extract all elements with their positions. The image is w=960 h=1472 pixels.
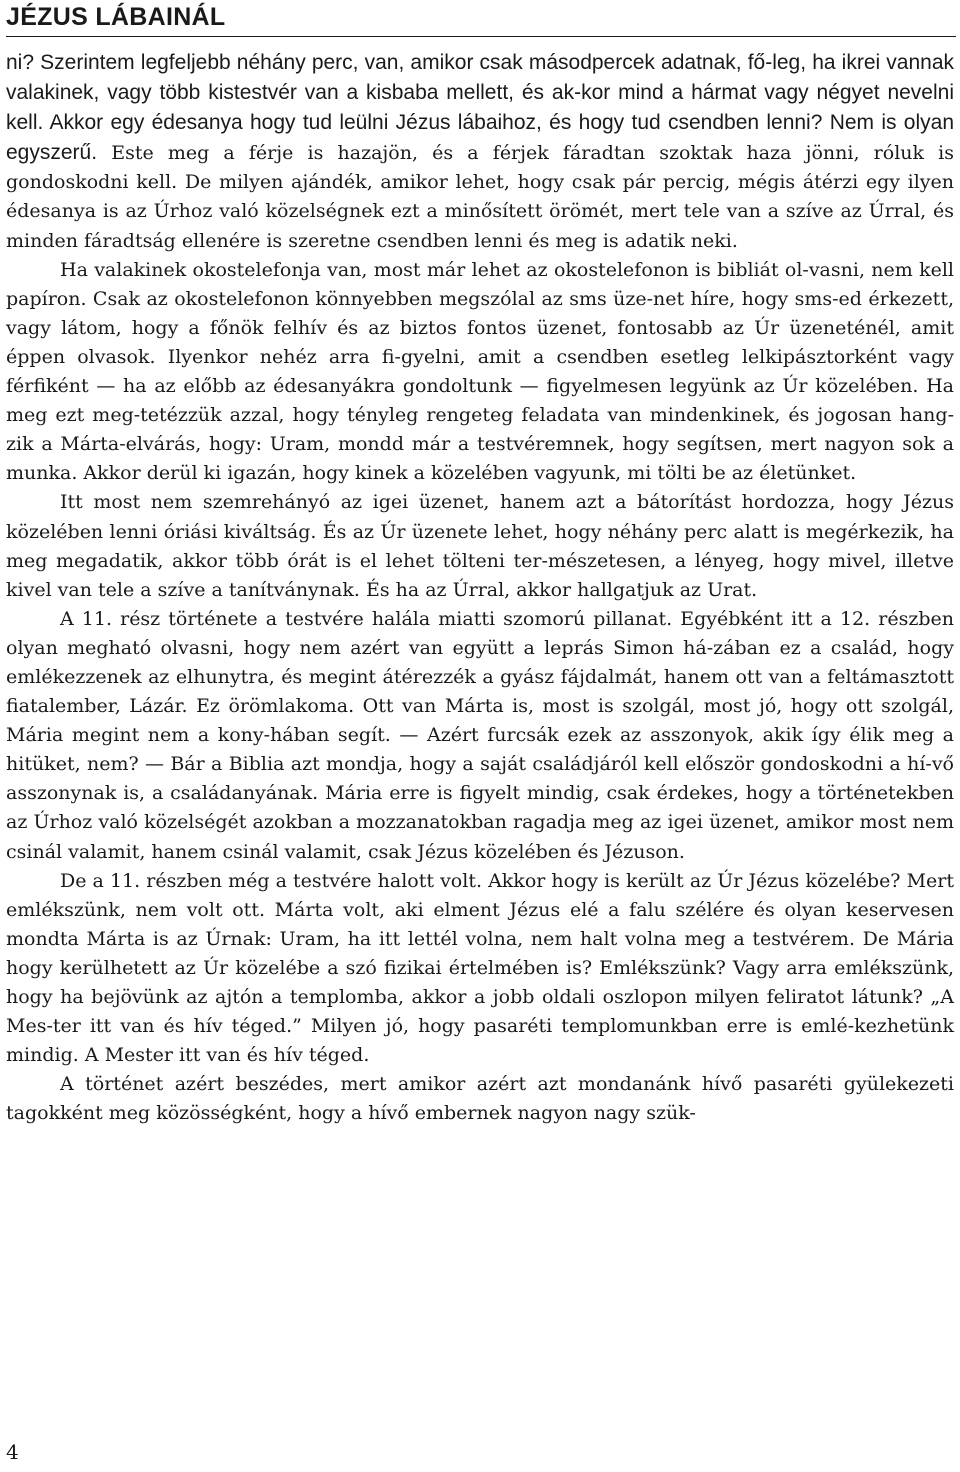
chapter-title: JÉZUS LÁBAINÁL	[6, 3, 226, 31]
paragraph: A történet azért beszédes, mert amikor azért azt mondanánk hívő pasaréti gyülekezeti tagokként meg közösségként, hogy a hívő embernek nagyon nagy szük-	[6, 1073, 954, 1125]
paragraph: A 11. rész története a testvére halála miatti szomorú pillanat. Egyébként itt a 12. részben olyan megható olvasni, hogy nem azért van együtt a leprás Simon há-zában ez a család, hogy emlékezzenek az elhunytra, és megint átérezzék a gyász fájdalmát, hanem ott van a feltámasztott fiatalember, Lázár. Ez örömlakoma. Ott van Márta is, most is szolgál, most jó, hogy ott szolgál, Mária megint nem a kony-hában segít. — Azért furcsák ezek az asszonyok, akik így élik meg a hitüket, nem? — Bár a Biblia azt mondja, hogy a saját családjáról kell először gondoskodni a hí-vő asszonynak is, a családanyának. Mária erre is figyelt mindig, csak érdekes, hogy a történetekben az Úrhoz való közelségét azokban a mozzanatokban ragadja meg az igei üzenet, amikor most nem csinál valamit, hanem csinál valamit, csak Jézus közelében és Jézuson.	[6, 607, 954, 863]
paragraph	[6, 48, 954, 256]
running-header	[6, 2, 956, 37]
paragraph-sans-part: ni? Szerintem legfeljebb néhány perc, van, amikor csak másodpercek adatnak, fő-leg, ha ikrei vannak valakinek, vagy több kistestvér van a kisbaba mellett, és ak-kor mind a hármat vagy négyet nevelni kell. Akkor egy édesanya hogy tud leülni Jézus lábaihoz, és hogy tud csendben lenni? Nem is olyan egyszerű.	[6, 51, 954, 165]
paragraph: De a 11. részben még a testvére halott volt. Akkor hogy is került az Úr Jézus közelébe? Mert emlékszünk, nem volt ott. Márta volt, aki elment Jézus elé a falu szélére és olyan keservesen mondta Márta is az Úrnak: Uram, ha itt lettél volna, nem halt volna meg a testvérem. De Mária hogy kerülhetett az Úr közelébe a szó fizikai értelmében is? Emlékszünk? Vagy arra emlékszünk, hogy ha bejövünk az ajtón a templomba, akkor a jobb oldali oszlopon milyen feliratot látunk? „A Mes-ter itt van és hív téged.” Milyen jó, hogy pasaréti templomunkban erre is emlé-kezhetünk mindig. A Mester itt van és hív téged.	[6, 869, 954, 1067]
paragraph: Ha valakinek okostelefonja van, most már lehet az okostelefonon is bibliát ol-vasni, nem kell papíron. Csak az okostelefonon könnyebben megszólal az sms üze-net híre, hogy sms-ed érkezett, vagy látom, hogy a főnök felhív és az biztos fontos üzenet, fontosabb az Úr üzeneténél, amit éppen olvasok. Ilyenkor nehéz arra fi-gyelni, amit a csendben esetleg lelkipásztorként vagy férfiként — ha az előbb az édesanyákra gondoltunk — figyelmesen legyünk az Úr közelében. Ha meg ezt meg-tetézzük azzal, hogy tényleg rengeteg feladata van mindenkinek, és jogosan hang-zik a Márta-elvárás, hogy: Uram, mondd már a testvéremnek, hogy segítsen, mert nagyon sok a munka. Akkor derül ki igazán, hogy kinek a közelében vagyunk, mi tölti be az életünket.	[6, 258, 954, 485]
body-text	[6, 48, 954, 1128]
paragraph: Itt most nem szemrehányó az igei üzenet, hanem azt a bátorítást hordozza, hogy Jézus közelében lenni óriási kiváltság. És az Úr üzenete lehet, hogy néhány perc alatt is megérkezik, ha meg megadatik, akkor több órát is el lehet tölteni ter-mészetesen, a lényeg, hogy mivel, illetve kivel van tele a szíve a tanítványnak. És ha az Úrral, akkor hallgatjuk az Urat.	[6, 491, 954, 601]
page-number: 4	[6, 1440, 19, 1464]
paragraph-serif-part: Este meg a férje is hazajön, és a férjek fáradtan szoktak haza jönni, róluk is gondoskodni kell. De milyen ajándék, amikor lehet, hogy csak pár percig, mégis átérzi egy ilyen édesanya is az Úrhoz való közelségnek ezt a minősített örömét, mert tele van a szíve az Úrral, és minden fáradtság ellenére is szeretne csendben lenni és meg is adatik neki.	[6, 142, 954, 252]
